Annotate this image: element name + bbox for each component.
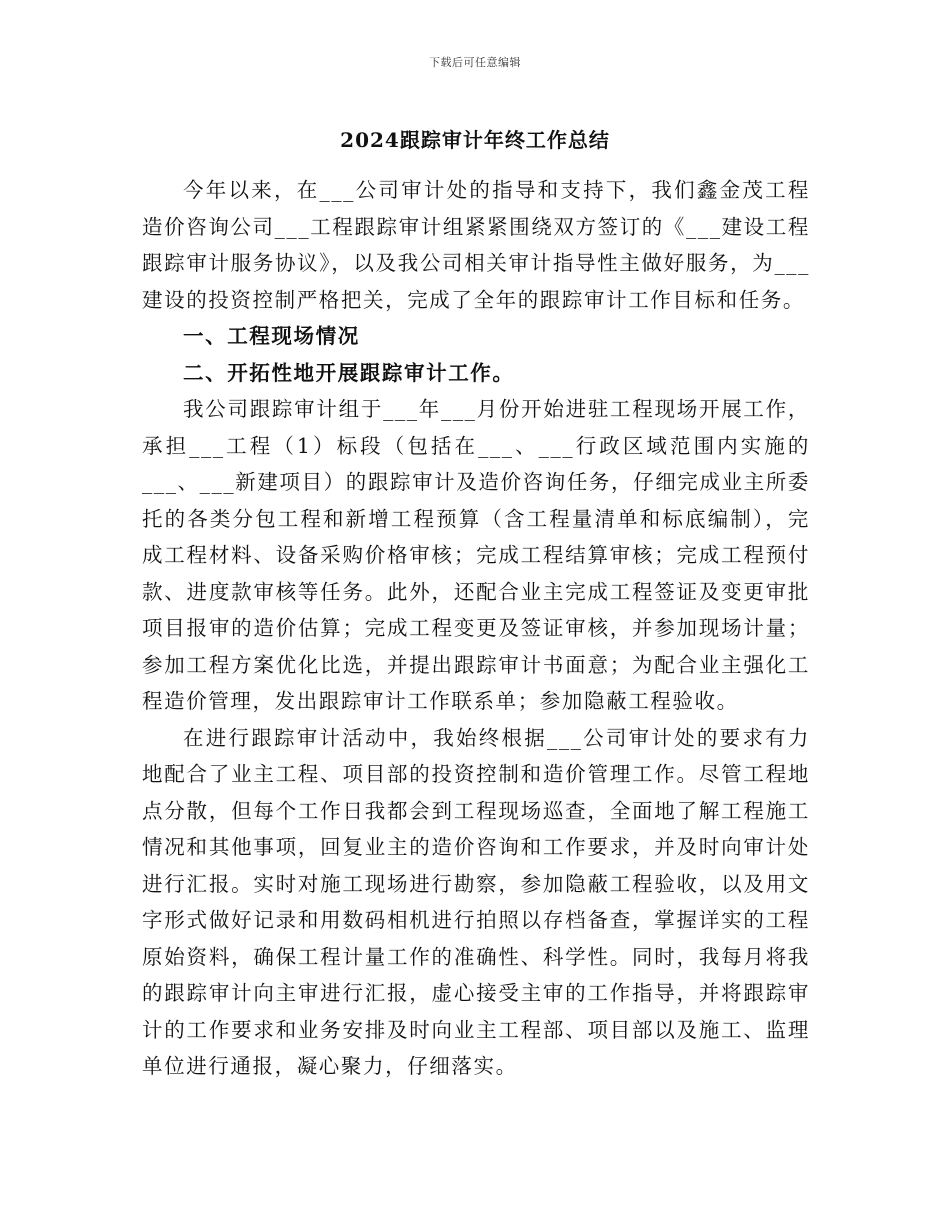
document-body	[142, 172, 810, 1085]
header-note: 下载后可任意编辑	[429, 56, 521, 69]
section-heading-audit-work: 二、开拓性地开展跟踪审计工作。	[183, 360, 515, 385]
document-title: 2024跟踪审计年终工作总结	[340, 128, 610, 152]
paragraph-audit-activities: 在进行跟踪审计活动中，我始终根据___公司审计处的要求有力地配合了业主工程、项目部的投资控制和造价管理工作。尽管工程地点分散，但每个工作日我都会到工程现场巡查，全面地了解工程施工情况和其他事项，回复业主的造价咨询和工作要求，并及时向审计处进行汇报。实时对施工现场进行勘察，参加隐蔽工程验收，以及用文字形式做好记录和用数码相机进行拍照以存档备查，掌握详实的工程原始资料，确保工程计量工作的准确性、科学性。同时，我每月将我的跟踪审计向主审进行汇报，虚心接受主审的工作指导，并将跟踪审计的工作要求和业务安排及时向业主工程部、项目部以及施工、监理单位进行通报，凝心聚力，仔细落实。	[142, 725, 810, 1078]
section-heading-site-situation: 一、工程现场情况	[183, 324, 360, 348]
paragraph-audit-tasks: 我公司跟踪审计组于___年___月份开始进驻工程现场开展工作，承担___工程（1）标段（包括在___、___行政区域范围内实施的___、___新建项目）的跟踪审计及造价咨询任务，仔细完成业主所委托的各类分包工程和新增工程预算（含工程量清单和标底编制），完成工程材料、设备采购价格审核；完成工程结算审核；完成工程预付款、进度款审核等任务。此外，还配合业主完成工程签证及变更审批项目报审的造价估算；完成工程变更及签证审核，并参加现场计量；参加工程方案优化比选，并提出跟踪审计书面意；为配合业主强化工程造价管理，发出跟踪审计工作联系单；参加隐蔽工程验收。	[142, 397, 810, 713]
paragraph-intro: 今年以来，在___公司审计处的指导和支持下，我们鑫金茂工程造价咨询公司___工程跟踪审计组紧紧围绕双方签订的《___建设工程跟踪审计服务协议》，以及我公司相关审计指导性主做好服务，为___建设的投资控制严格把关，完成了全年的跟踪审计工作目标和任务。	[142, 178, 810, 312]
